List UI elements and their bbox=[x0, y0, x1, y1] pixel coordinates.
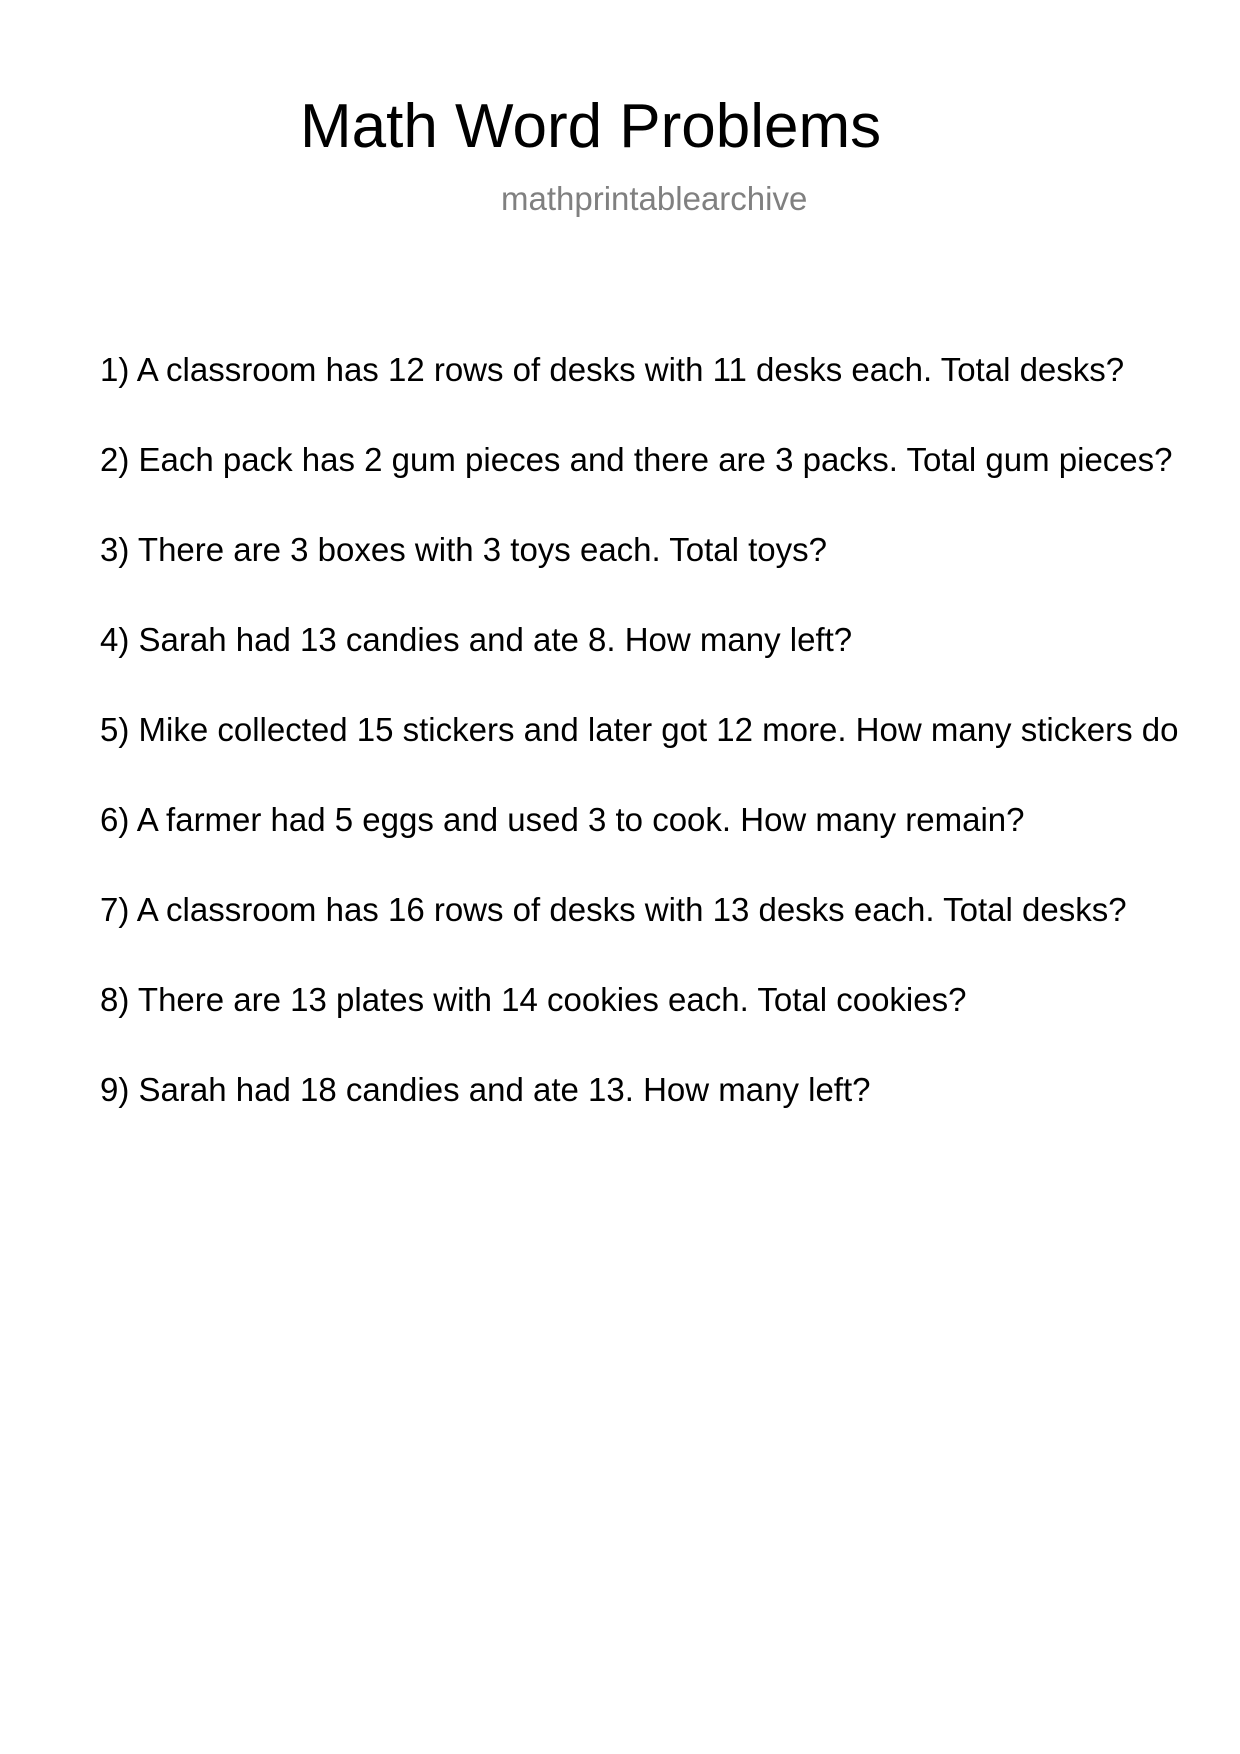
problem-item: 9) Sarah had 18 candies and ate 13. How many left? bbox=[100, 1071, 871, 1108]
problem-item: 5) Mike collected 15 stickers and later got 12 more. How many stickers do bbox=[100, 711, 1179, 748]
page-title: Math Word Problems bbox=[300, 92, 882, 161]
problem-item: 3) There are 3 boxes with 3 toys each. Total toys? bbox=[100, 531, 828, 568]
problem-list bbox=[100, 350, 1178, 1160]
problem-item: 6) A farmer had 5 eggs and used 3 to cook. How many remain? bbox=[100, 801, 1025, 838]
problem-item: 4) Sarah had 13 candies and ate 8. How many left? bbox=[100, 621, 853, 658]
problem-item: 1) A classroom has 12 rows of desks with 11 desks each. Total desks? bbox=[100, 351, 1125, 388]
problem-item: 7) A classroom has 16 rows of desks with 13 desks each. Total desks? bbox=[100, 891, 1127, 928]
page-subtitle: mathprintablearchive bbox=[501, 180, 808, 217]
problem-item: 2) Each pack has 2 gum pieces and there are 3 packs. Total gum pieces? bbox=[100, 441, 1173, 478]
problem-item: 8) There are 13 plates with 14 cookies each. Total cookies? bbox=[100, 981, 967, 1018]
